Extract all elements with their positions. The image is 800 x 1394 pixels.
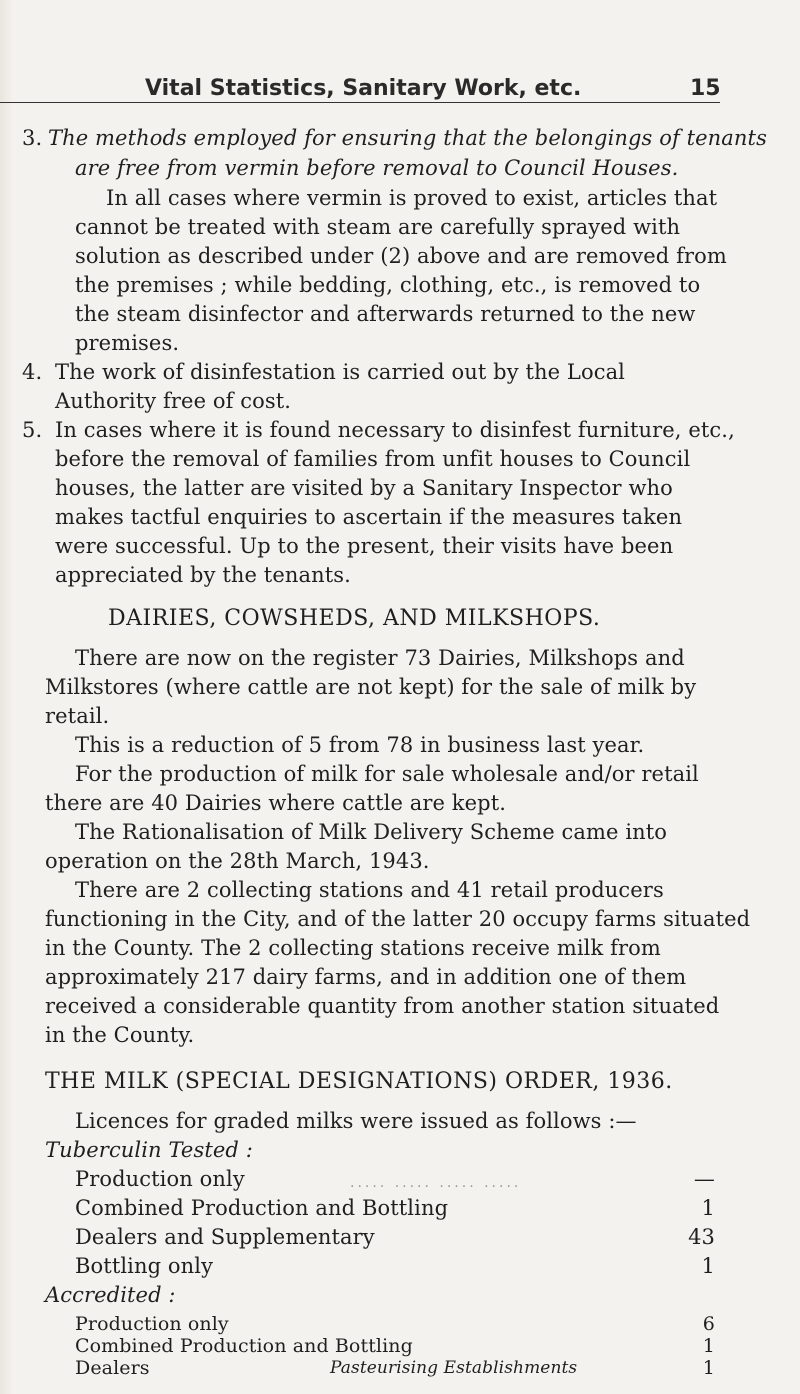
header-rule bbox=[0, 102, 720, 103]
licence-row-value: 1 bbox=[702, 1357, 715, 1379]
licence-row-value: 1 bbox=[701, 1254, 715, 1278]
licence-row-value: 1 bbox=[701, 1196, 715, 1220]
dairies-heading: DAIRIES, COWSHEDS, AND MILKSHOPS. bbox=[108, 606, 601, 631]
licence-row-label: Dealers and Supplementary bbox=[75, 1225, 375, 1249]
section-3-heading-line-1: The methods employed for ensuring that the belongings of tenants bbox=[48, 126, 767, 150]
paragraph-line: received a considerable quantity from another station situated bbox=[45, 994, 720, 1018]
running-head bbox=[0, 64, 800, 104]
section-5-number: 5. bbox=[22, 418, 43, 442]
licence-row-value: 1 bbox=[702, 1335, 715, 1357]
licence-row-label: Dealers bbox=[75, 1357, 150, 1379]
paragraph-line: Milkstores (where cattle are not kept) for the sale of milk by bbox=[45, 675, 697, 699]
paragraph-line: There are now on the register 73 Dairies, Milkshops and bbox=[75, 646, 685, 670]
paragraph-line: In cases where it is found necessary to disinfest furniture, etc., bbox=[55, 418, 735, 442]
section-4-number: 4. bbox=[22, 360, 43, 384]
paragraph-line: there are 40 Dairies where cattle are kept. bbox=[45, 791, 507, 815]
section-3-number: 3. bbox=[22, 126, 43, 150]
paragraph-line: This is a reduction of 5 from 78 in business last year. bbox=[75, 733, 645, 757]
paragraph-line: the premises ; while bedding, clothing, etc., is removed to bbox=[75, 273, 701, 297]
paragraph-line: before the removal of families from unfit houses to Council bbox=[55, 447, 691, 471]
paragraph-line: For the production of milk for sale wholesale and/or retail bbox=[75, 762, 699, 786]
paragraph-line: Authority free of cost. bbox=[55, 389, 292, 413]
section-3-heading-line-2: are free from vermin before removal to Council Houses. bbox=[75, 156, 679, 180]
paragraph-line: In all cases where vermin is proved to exist, articles that bbox=[106, 186, 718, 210]
paragraph-line: cannot be treated with steam are carefully sprayed with bbox=[75, 215, 681, 239]
paragraph-line: operation on the 28th March, 1943. bbox=[45, 849, 430, 873]
paragraph-line: solution as described under (2) above and are removed from bbox=[75, 244, 727, 268]
group-label-accredited: Accredited : bbox=[45, 1283, 176, 1307]
paragraph-line: makes tactful enquiries to ascertain if the measures taken bbox=[55, 505, 683, 529]
paragraph-line: in the County. The 2 collecting stations receive milk from bbox=[45, 936, 661, 960]
paragraph-line: The Rationalisation of Milk Delivery Scheme came into bbox=[75, 820, 668, 844]
paragraph-line: the steam disinfector and afterwards returned to the new bbox=[75, 302, 696, 326]
licence-row-label: Bottling only bbox=[75, 1254, 214, 1278]
paragraph-line: premises. bbox=[75, 331, 180, 355]
paragraph-line: functioning in the City, and of the latter 20 occupy farms situated bbox=[45, 907, 751, 931]
paragraph-line: approximately 217 dairy farms, and in addition one of them bbox=[45, 965, 687, 989]
page-edge-shadow bbox=[0, 0, 14, 1394]
licence-row-label: Combined Production and Bottling bbox=[75, 1335, 413, 1357]
licence-row-label: Production only bbox=[75, 1167, 245, 1191]
paragraph-line: appreciated by the tenants. bbox=[55, 563, 351, 587]
page-number: 15 bbox=[690, 76, 721, 101]
licences-intro: Licences for graded milks were issued as follows :— bbox=[75, 1109, 637, 1133]
licence-row-value: 6 bbox=[702, 1313, 715, 1335]
paragraph-line: There are 2 collecting stations and 41 retail producers bbox=[75, 878, 664, 902]
pasteurising-label: Pasteurising Establishments bbox=[330, 1358, 578, 1378]
paragraph-line: houses, the latter are visited by a Sanitary Inspector who bbox=[55, 476, 673, 500]
running-head-title: Vital Statistics, Sanitary Work, etc. bbox=[145, 76, 582, 101]
group-label-tuberculin: Tuberculin Tested : bbox=[45, 1138, 253, 1162]
licence-row-label: Production only bbox=[75, 1313, 229, 1335]
licence-row-value: 43 bbox=[688, 1225, 715, 1249]
paragraph-line: were successful. Up to the present, their visits have been bbox=[55, 534, 674, 558]
licence-row-label: Combined Production and Bottling bbox=[75, 1196, 449, 1220]
milk-order-heading: THE MILK (SPECIAL DESIGNATIONS) ORDER, 1936. bbox=[45, 1069, 673, 1094]
dot-leader: ..... ..... ..... ..... bbox=[350, 1175, 522, 1191]
paragraph-line: retail. bbox=[45, 704, 110, 728]
licence-row-value: — bbox=[693, 1167, 715, 1191]
paragraph-line: The work of disinfestation is carried out by the Local bbox=[55, 360, 626, 384]
paragraph-line: in the County. bbox=[45, 1023, 195, 1047]
